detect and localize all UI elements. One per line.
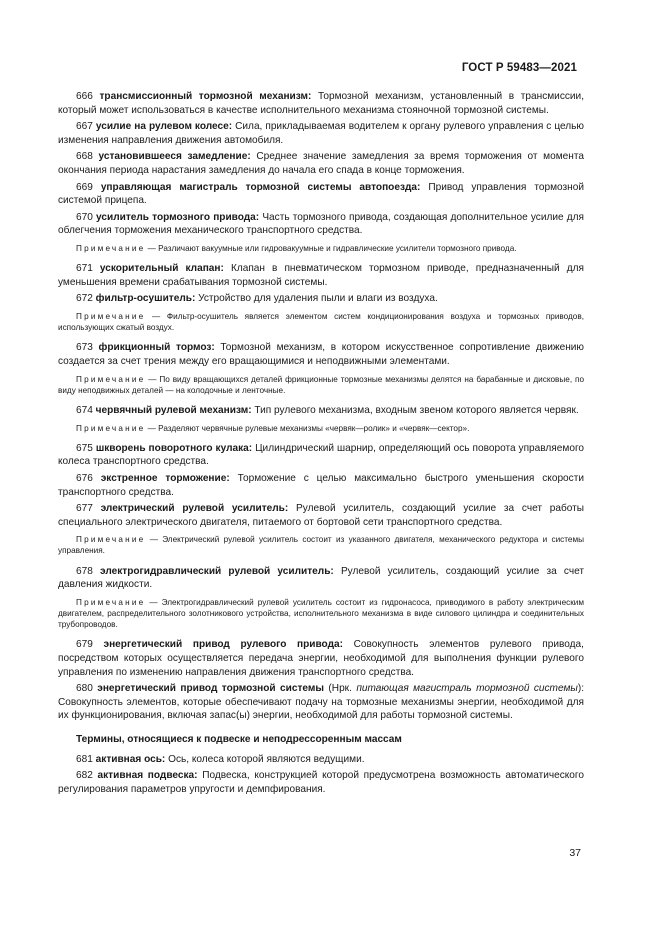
term-entry: 670 усилитель тормозного привода: Часть тормозного привода, создающая дополнительное усилие для облегчения торможения механического транспортного средства. xyxy=(58,211,585,237)
term-entry: 669 управляющая магистраль тормозной системы автопоезда: Привод управления тормозной системой прицепа. xyxy=(58,181,584,207)
term-entry: 682 активная подвеска: Подвеска, конструкцией которой предусмотрена возможность автоматического регулирования параметров упругости и демпфирования. xyxy=(58,770,584,795)
term-entry: 666 трансмиссионный тормозной механизм: Тормозной механизм, установленный в трансмиссии, который может использоваться в качестве исполнительного механизма стояночной тормозной системы. xyxy=(58,91,584,116)
term-entry: 672 фильтр-осушитель: Устройство для удаления пыли и влаги из воздуха. xyxy=(76,293,438,305)
term-entry: 673 фрикционный тормоз: Тормозной механизм, в котором искусственное сопротивление движению создается за счет трения между его вращающимися и неподвижными элементами. xyxy=(58,342,584,367)
term-entry: 667 усилие на рулевом колесе: Сила, прикладываемая водителем к органу рулевого управления с целью изменения направления движения автомобиля. xyxy=(58,121,584,146)
note: Примечание — По виду вращающихся деталей фрикционные тормозные механизмы делятся на барабанные и дисковые, по виду неподвижных деталей — на колодочные и ленточные. xyxy=(58,374,584,395)
page-content xyxy=(58,90,584,799)
term-entry: 680 энергетический привод тормозной системы (Нрк. питающая магистраль тормозной системы): Совокупность элементов, которые обеспечивают подачу на тормозные механизмы энергии, необходимой для их функционирования, включая запас(ы) энергии, необходимой для работы тормозной системы. xyxy=(58,683,584,722)
term-entry: 676 экстренное торможение: Торможение с целью максимально быстрого уменьшения скорости транспортного средства. xyxy=(58,472,584,498)
note: Примечание — Электрогидравлический рулевой усилитель состоит из гидронасоса, приводимого в работу электрическим двигателем, распределительного золотникового устройства, исполнительного механизма в виде силового цилиндра и соединительных трубопроводов. xyxy=(58,597,584,630)
note: Примечание — Электрический рулевой усилитель состоит из указанного двигателя, механического редуктора и системы управления. xyxy=(58,535,584,556)
term-entry: 671 ускорительный клапан: Клапан в пневматическом тормозном приводе, предназначенный для уменьшения времени срабатывания тормозной системы. xyxy=(58,263,584,288)
term-entry: 674 червячный рулевой механизм: Тип рулевого механизма, входным звеном которого является червяк. xyxy=(76,404,579,416)
term-entry: 668 установившееся замедление: Среднее значение замедления за время торможения от момента окончания периода нарастания замедления до начала его спада в конце торможения. xyxy=(58,151,584,176)
term-entry: 679 энергетический привод рулевого привода: Совокупность элементов рулевого привода, посредством которых осуществляется передача энергии, необходимой для выполнения функции рулевого управления по изменению направления движения транспортного средства. xyxy=(58,639,584,678)
note: Примечание — Фильтр-осушитель является элементом систем кондиционирования воздуха и тормозных приводов, использующих сжатый воздух. xyxy=(58,311,584,333)
section-title: Термины, относящиеся к подвеске и неподрессоренным массам xyxy=(76,734,402,746)
page-number: 37 xyxy=(569,847,581,859)
note: Примечание — Разделяют червячные рулевые механизмы «червяк—ролик» и «червяк—сектор». xyxy=(76,423,470,433)
document-header: ГОСТ Р 59483—2021 xyxy=(461,62,577,74)
term-entry: 677 электрический рулевой усилитель: Рулевой усилитель, создающий усилие за счет работы специального электрического двигателя, питаемого от бортовой сети транспортного средства. xyxy=(58,503,585,528)
note: Примечание — Различают вакуумные или гидровакуумные и гидравлические усилители тормозного привода. xyxy=(76,243,517,253)
term-entry: 675 шкворень поворотного кулака: Цилиндрический шарнир, определяющий ось поворота управляемого колеса транспортного средства. xyxy=(58,442,585,468)
term-entry: 678 электрогидравлический рулевой усилитель: Рулевой усилитель, создающий усилие за счет давления жидкости. xyxy=(58,565,584,591)
term-entry: 681 активная ось: Ось, колеса которой являются ведущими. xyxy=(76,753,365,765)
